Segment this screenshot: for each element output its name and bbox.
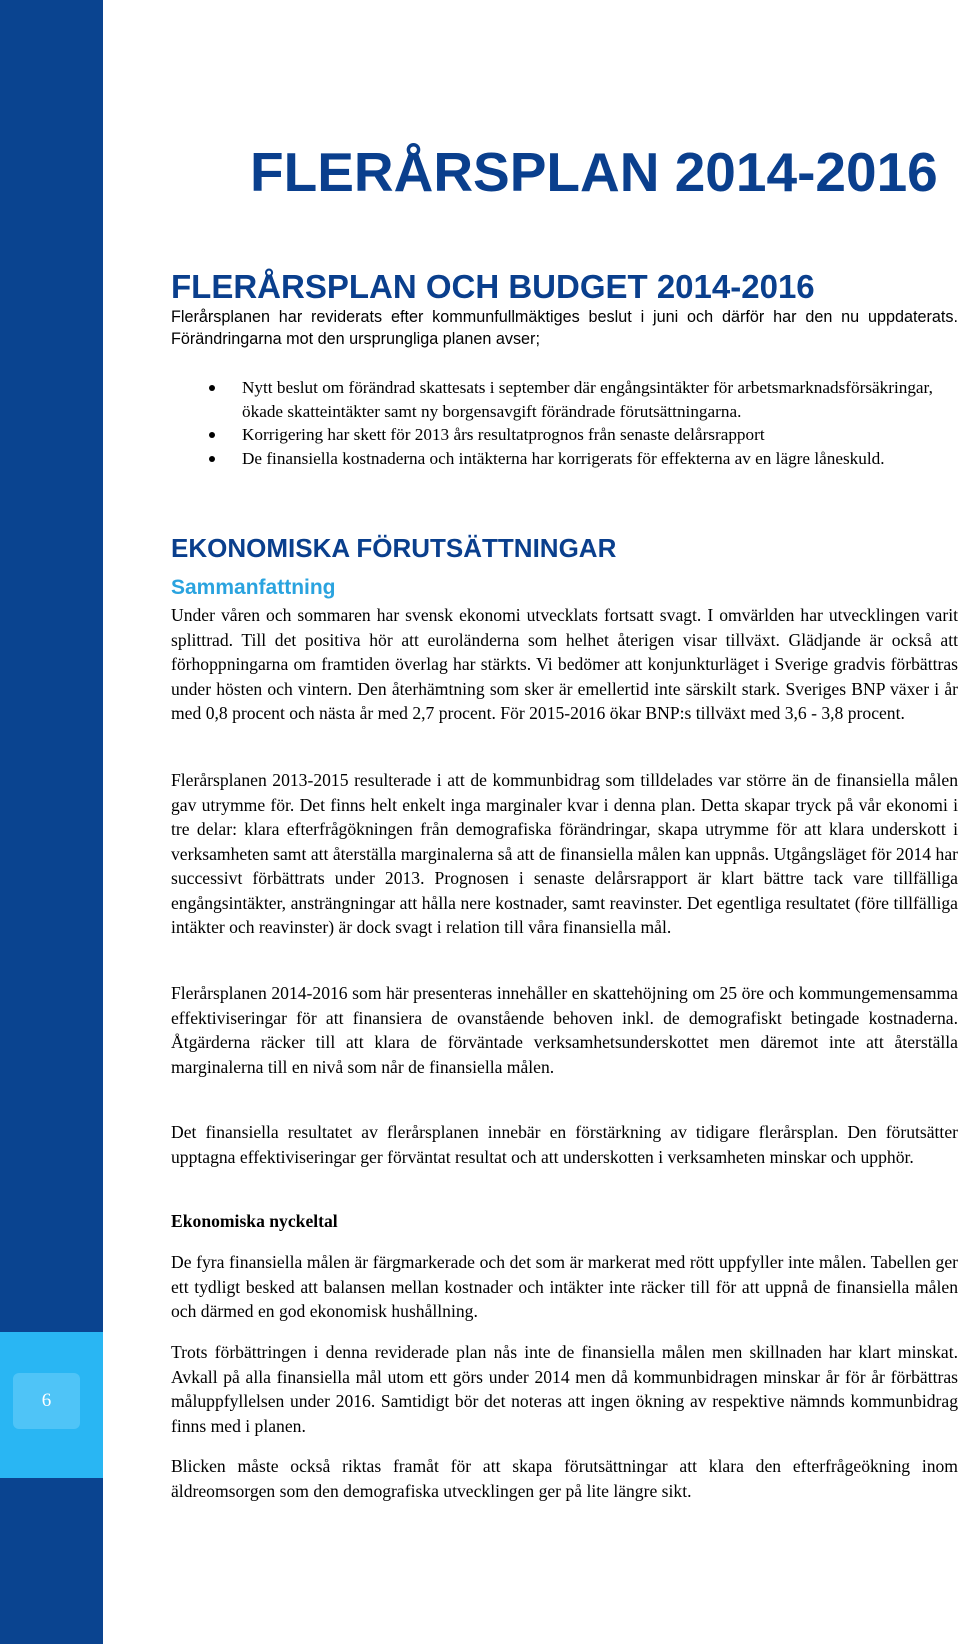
paragraph: Det finansiella resultatet av flerårsplanen innebär en förstärkning av tidigare flerårsplan. Den förutsätter upptagna effektiviseringar ger förväntat resultat och att underskotten i verksamheten minskar och upphör. (171, 1122, 958, 1167)
paragraph: Trots förbättringen i denna reviderade plan nås inte de finansiella målen men skillnaden har klart minskat. Avkall på alla finansiella mål utom ett görs under 2014 men då kommunbidragen minskar år för år förbättras måluppfyllelsen under 2016. Samtidigt bör det noteras att ingen ökning av respektive nämnds kommunbidrag finns med i planen. (171, 1342, 958, 1436)
bullet-icon (209, 385, 215, 391)
change-list (171, 376, 958, 470)
bullet-icon (209, 456, 215, 462)
page-number: 6 (13, 1373, 80, 1429)
paragraph: Flerårsplanen 2013-2015 resulterade i att de kommunbidrag som tilldelades var större än de finansiella målen gav utrymme för. Det finns helt enkelt inga marginaler kvar i denna plan. Detta skapar tryck på vår ekonomi i tre delar: klara efterfrågökningen från demografiska förändringar, skapa utrymme för att klara underskott i verksamheten samt att återställa marginalerna så att de finansiella målen kan uppnås. Utgångsläget för 2014 har successivt förbättrats under 2013. Prognosen i senaste delårsrapport är klart bättre tack vare tillfälliga engångsintäkter, ansträngningar att hålla nere kostnader, samt reavinster. Det egentliga resultatet (före tillfälliga intäkter och reavinster) är dock svagt i relation till våra finansiella mål. (171, 770, 958, 937)
subheading-summary: Sammanfattning (171, 576, 336, 599)
section-heading-economy: EKONOMISKA FÖRUTSÄTTNINGAR (171, 533, 617, 563)
section-heading-budget: FLERÅRSPLAN OCH BUDGET 2014-2016 (171, 268, 815, 305)
page-title: FLERÅRSPLAN 2014-2016 (250, 141, 938, 203)
paragraph: Under våren och sommaren har svensk ekonomi utvecklats fortsatt svagt. I omvärlden har utvecklingen varit splittrad. Till det positiva hör att euroländerna som helhet återigen visar tillväxt. Glädjande är också att förhoppningarna om framtiden överlag har stärkts. Vi bedömer att konjunkturläget i Sverige gradvis förbättras under hösten och vintern. Den återhämtning som sker är emellertid inte särskilt stark. Sveriges BNP växer i år med 0,8 procent och nästa år med 2,7 procent. För 2015-2016 ökar BNP:s tillväxt med 3,6 - 3,8 procent. (171, 605, 958, 723)
list-item: De finansiella kostnaderna och intäkterna har korrigerats för effekterna av en lägre låneskuld. (171, 447, 958, 471)
bullet-icon (209, 432, 215, 438)
list-item: Korrigering har skett för 2013 års resultatprognos från senaste delårsrapport (171, 423, 958, 447)
paragraph: De fyra finansiella målen är färgmarkerade och det som är markerat med rött uppfyller inte målen. Tabellen ger ett tydligt besked att balansen mellan kostnader och intäkter inte räcker till för att uppnå de finansiella målen och därmed en god ekonomisk hushållning. (171, 1252, 958, 1321)
paragraph: Blicken måste också riktas framåt för att skapa förutsättningar att klara den efterfrågeökning inom äldreomsorgen som den demografiska utvecklingen ger på lite längre sikt. (171, 1456, 958, 1501)
list-item: Nytt beslut om förändrad skattesats i september där engångsintäkter för arbetsmarknadsförsäkringar, ökade skatteintäkter samt ny borgensavgift förändrade förutsättningarna. (171, 376, 958, 423)
subheading-key-figures: Ekonomiska nyckeltal (171, 1211, 338, 1231)
intro-paragraph: Flerårsplanen har reviderats efter kommunfullmäktiges beslut i juni och därför har den nu uppdaterats. Förändringarna mot den ursprungliga planen avser; (171, 308, 958, 348)
paragraph: Flerårsplanen 2014-2016 som här presenteras innehåller en skattehöjning om 25 öre och kommungemensamma effektiviseringar för att finansiera de ovanstående behoven inkl. de demografiskt betingade kostnaderna. Åtgärderna räcker till att klara de förväntade verksamhetsunderskottet men däremot inte att återställa marginalerna till en nivå som når de finansiella målen. (171, 983, 958, 1077)
